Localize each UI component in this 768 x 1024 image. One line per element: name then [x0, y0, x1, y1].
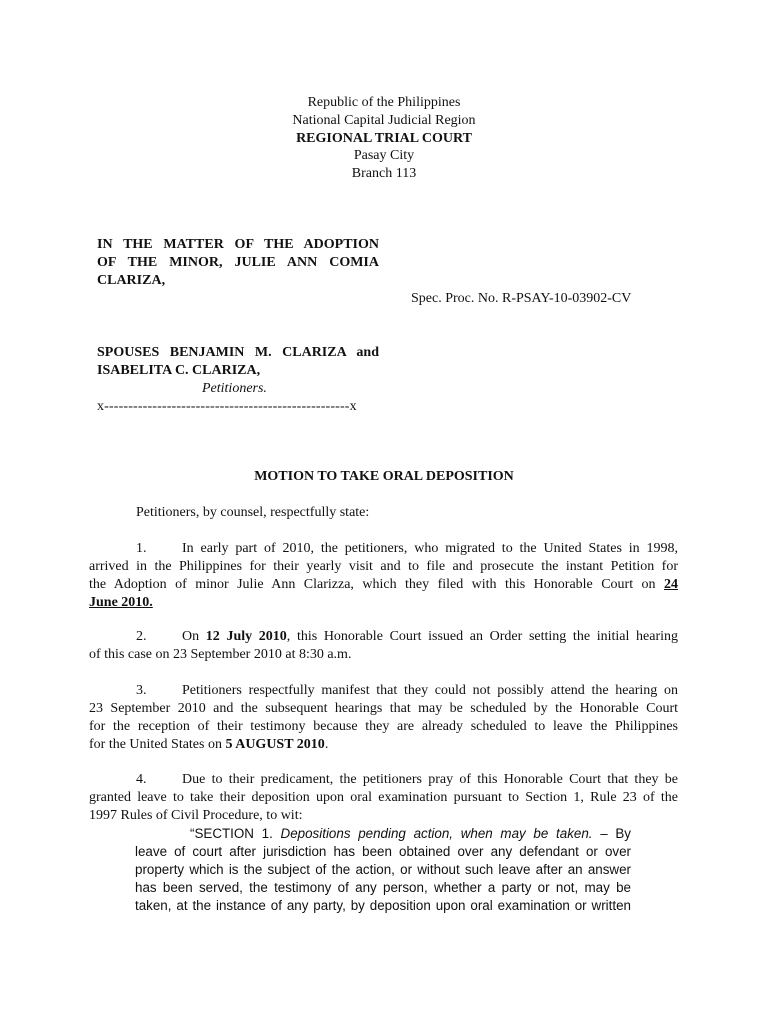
quote-line-4: has been served, the testimony of any person, whether a party or not, may be	[135, 880, 631, 895]
case-number: Spec. Proc. No. R-PSAY-10-03902-CV	[411, 291, 632, 306]
quoted-rule	[135, 825, 631, 915]
petitioners-role: Petitioners.	[202, 381, 267, 396]
paragraph-3	[89, 682, 678, 754]
paragraph-2	[89, 628, 678, 664]
quote-line-1: “SECTION 1. Depositions pending action, when may be taken. – By	[190, 826, 631, 841]
p2-order-date: 12 July 2010	[205, 629, 287, 644]
matter-line-1: IN THE MATTER OF THE ADOPTION	[97, 237, 379, 252]
p4-line-3: 1997 Rules of Civil Procedure, to wit:	[89, 808, 303, 823]
p3-number: 3.	[136, 683, 147, 698]
p2-number: 2.	[136, 629, 147, 644]
p3-departure-date: 5 AUGUST 2010	[225, 737, 325, 752]
header-city: Pasay City	[353, 148, 415, 164]
spouses-line-2: ISABELITA C. CLARIZA,	[97, 363, 261, 378]
header-branch: Branch 113	[351, 166, 417, 182]
intro-line: Petitioners, by counsel, respectfully state:	[136, 505, 370, 520]
p4-line-2: granted leave to take their deposition upon oral examination pursuant to Section 1, Rule 23 of the	[89, 790, 678, 805]
quote-line-5: taken, at the instance of any party, by deposition upon oral examination or written	[135, 898, 631, 913]
matter-line-3: CLARIZA,	[97, 273, 166, 288]
spouses-line-1: SPOUSES BENJAMIN M. CLARIZA and	[97, 345, 379, 360]
p4-line-1: 4. Due to their predicament, the petitioners pray of this Honorable Court that they be	[136, 772, 678, 787]
caption-divider: x---------------------------------------------------x	[97, 399, 357, 414]
court-header	[184, 94, 584, 183]
p2-line-1: 2. On 12 July 2010, this Honorable Court issued an Order setting the initial hearing	[136, 629, 678, 644]
p3-line-2: 23 September 2010 and the subsequent hearings that may be scheduled by the Honorable Court	[89, 701, 678, 716]
p1-date-rest: June 2010.	[89, 595, 153, 610]
header-court: REGIONAL TRIAL COURT	[296, 130, 472, 146]
p1-line-1: 1. In early part of 2010, the petitioners, who migrated to the United States in 1998,	[136, 541, 678, 556]
p1-date-day: 24	[664, 577, 678, 592]
matter-line-2: OF THE MINOR, JULIE ANN COMIA	[97, 255, 379, 270]
p3-line-1: 3. Petitioners respectfully manifest that they could not possibly attend the hearing on	[136, 683, 678, 698]
quote-line-3: property which is the subject of the action, or without such leave after an answer	[135, 862, 631, 877]
paragraph-1	[89, 540, 678, 612]
header-republic: Republic of the Philippines	[307, 95, 461, 110]
quote-line-2: leave of court after jurisdiction has been obtained over any defendant or over	[135, 844, 631, 859]
paragraph-4	[89, 771, 678, 825]
p3-line-3: for the reception of their testimony because they are already scheduled to leave the Philippines	[89, 719, 678, 734]
document-title: MOTION TO TAKE ORAL DEPOSITION	[254, 469, 514, 484]
p1-line-2: arrived in the Philippines for their yearly visit and to file and prosecute the instant Petition for	[89, 559, 678, 574]
case-caption-petitioners	[97, 344, 379, 380]
p1-number: 1.	[136, 541, 147, 556]
header-region: National Capital Judicial Region	[292, 112, 476, 128]
quote-heading: Depositions pending action, when may be taken.	[280, 826, 593, 841]
p2-line-2: of this case on 23 September 2010 at 8:30 a.m.	[89, 647, 352, 662]
p3-line-4: for the United States on 5 AUGUST 2010.	[89, 737, 329, 752]
p1-line-3: the Adoption of minor Julie Ann Clarizza, which they filed with this Honorable Court on 24	[89, 577, 678, 592]
p4-number: 4.	[136, 772, 147, 787]
case-caption-matter	[97, 236, 379, 290]
